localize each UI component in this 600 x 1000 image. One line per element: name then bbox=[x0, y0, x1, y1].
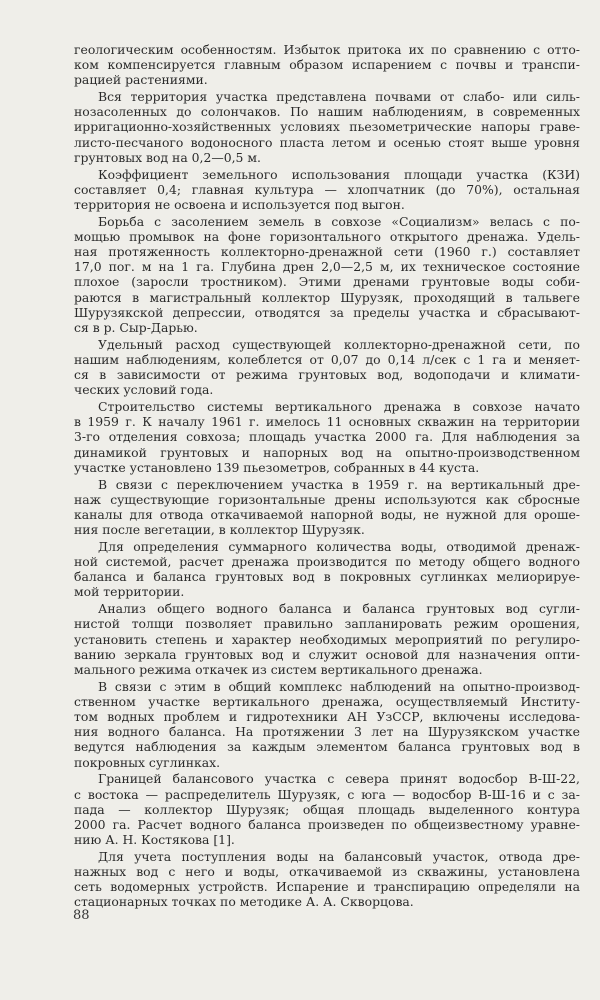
text-line: нажных вод с него и воды, откачиваемой из скважины, установлена bbox=[74, 864, 580, 880]
paragraph-7 bbox=[74, 477, 580, 538]
paragraph-6 bbox=[74, 399, 580, 475]
text-line: том водных проблем и гидротехники АН УзССР, включены исследова- bbox=[74, 709, 580, 725]
paragraph-8 bbox=[74, 539, 580, 600]
text-line: покровных суглинках. bbox=[74, 754, 221, 770]
paragraph-12 bbox=[74, 849, 580, 910]
text-line: с востока — распределитель Шурузяк, с юга — водосбор В-Ш-16 и с за- bbox=[74, 786, 580, 802]
text-line: Для учета поступления воды на балансовый участок, отвода дре- bbox=[98, 848, 580, 864]
paragraph-2 bbox=[74, 89, 580, 165]
text-line: В связи с переключением участка в 1959 г. на вертикальный дре- bbox=[98, 476, 580, 492]
text-line: раются в магистральный коллектор Шурузяк, проходящий в тальвеге bbox=[74, 289, 580, 305]
text-line: нистой толщи позволяет правильно запланировать режим орошения, bbox=[74, 616, 580, 632]
text-line: пада — коллектор Шурузяк; общая площадь выделенного контура bbox=[74, 801, 580, 817]
text-line: участке установлено 139 пьезометров, собранных в 44 куста. bbox=[74, 459, 480, 475]
text-line: мального режима откачек из систем вертикального дренажа. bbox=[74, 661, 483, 677]
text-line: динамикой грунтовых и напорных вод на опытно-производственном bbox=[74, 444, 580, 460]
text-line: листо-песчаного водоносного пласта летом и осенью стоят выше уровня bbox=[74, 134, 580, 150]
text-line: Границей балансового участка с севера принят водосбор В-Ш-22, bbox=[98, 771, 580, 787]
text-line: нашим наблюдениям, колеблется от 0,07 до 0,14 л/сек с 1 га и меняет- bbox=[74, 351, 580, 367]
text-line: плохое (заросли тростником). Этими дренами грунтовые воды соби- bbox=[74, 274, 580, 290]
text-line: в 1959 г. К началу 1961 г. имелось 11 основных скважин на территории bbox=[74, 414, 580, 430]
text-line: ческих условий года. bbox=[74, 382, 214, 398]
text-line: ирригационно-хозяйственных условиях пьезометрические напоры граве- bbox=[74, 119, 580, 135]
text-line: баланса и баланса грунтовых вод в покровных суглинках мелиорируе- bbox=[74, 569, 580, 585]
text-line: ния после вегетации, в коллектор Шурузяк. bbox=[74, 522, 365, 538]
text-line: Вся территория участка представлена почвами от слабо- или силь- bbox=[98, 89, 580, 105]
text-line: 2000 га. Расчет водного баланса произведен по общеизвестному уравне- bbox=[74, 816, 580, 832]
text-line: составляет 0,4; главная культура — хлопчатник (до 70%), остальная bbox=[74, 181, 580, 197]
paragraph-9 bbox=[74, 601, 580, 677]
text-line: ная протяженность коллекторно-дренажной сети (1960 г.) составляет bbox=[74, 244, 580, 260]
paragraph-10 bbox=[74, 679, 580, 770]
text-line: ком компенсируется главным образом испарением с почвы и транспи- bbox=[74, 57, 580, 73]
text-line: стационарных точках по методике А. А. Скворцова. bbox=[74, 894, 414, 910]
text-line: ведутся наблюдения за каждым элементом баланса грунтовых вод в bbox=[74, 739, 580, 755]
text-line: нозасоленных до солончаков. По нашим наблюдениям, в современных bbox=[74, 104, 580, 120]
text-line: Шурузякской депрессии, отводятся за пределы участка и сбрасывают- bbox=[74, 304, 580, 320]
text-line: Строительство системы вертикального дренажа в совхозе начато bbox=[98, 399, 580, 415]
paragraph-5 bbox=[74, 337, 580, 398]
paragraph-3 bbox=[74, 167, 580, 213]
text-line: Для определения суммарного количества воды, отводимой дренаж- bbox=[98, 538, 580, 554]
text-line: Удельный расход существующей коллекторно-дренажной сети, по bbox=[98, 336, 580, 352]
text-line: ной системой, расчет дренажа производится по методу общего водного bbox=[74, 554, 580, 570]
text-line: установить степень и характер необходимых мероприятий по регулиро- bbox=[74, 631, 580, 647]
text-line: ся в зависимости от режима грунтовых вод, водоподачи и климати- bbox=[74, 367, 580, 383]
text-line: геологическим особенностям. Избыток притока их по сравнению с отто- bbox=[74, 42, 580, 57]
text-line: В связи с этим в общий комплекс наблюдений на опытно-производ- bbox=[98, 678, 580, 694]
text-line: каналы для отвода откачиваемой напорной воды, не нужной для ороше- bbox=[74, 506, 580, 522]
paragraph-1 bbox=[74, 42, 580, 88]
text-line: 17,0 пог. м на 1 га. Глубина дрен 2,0—2,5 м, их техническое состояние bbox=[74, 259, 580, 275]
text-line: наж существующие горизонтальные дрены используются как сбросные bbox=[74, 491, 580, 507]
text-line: ственном участке вертикального дренажа, осуществляемый Институ- bbox=[74, 693, 580, 709]
text-line: рацией растениями. bbox=[74, 72, 208, 88]
text-line: 3-го отделения совхоза; площадь участка 2000 га. Для наблюдения за bbox=[74, 429, 580, 445]
paragraph-11 bbox=[74, 771, 580, 847]
text-line: мощью промывок на фоне горизонтального открытого дренажа. Удель- bbox=[74, 228, 580, 244]
text-line: ванию зеркала грунтовых вод и служит основой для назначения опти- bbox=[74, 646, 580, 662]
text-line: ния водного баланса. На протяжении 3 лет на Шурузякском участке bbox=[74, 724, 580, 740]
text-line: Анализ общего водного баланса и баланса грунтовых вод сугли- bbox=[98, 601, 580, 617]
text-line: нию А. Н. Костякова [1]. bbox=[74, 832, 235, 848]
text-line: Борьба с засолением земель в совхозе «Социализм» велась с по- bbox=[98, 213, 580, 229]
page-number: 88 bbox=[73, 908, 90, 923]
paragraph-4 bbox=[74, 214, 580, 336]
text-line: сеть водомерных устройств. Испарение и транспирацию определяли на bbox=[74, 879, 580, 895]
text-line: ся в р. Сыр-Дарью. bbox=[74, 320, 198, 335]
text-line: территория не освоена и используется под выгон. bbox=[74, 196, 405, 212]
text-line: Коэффициент земельного использования площади участка (КЗИ) bbox=[98, 166, 580, 182]
text-line: грунтовых вод на 0,2—0,5 м. bbox=[74, 149, 261, 165]
text-line: мой территории. bbox=[74, 584, 185, 600]
